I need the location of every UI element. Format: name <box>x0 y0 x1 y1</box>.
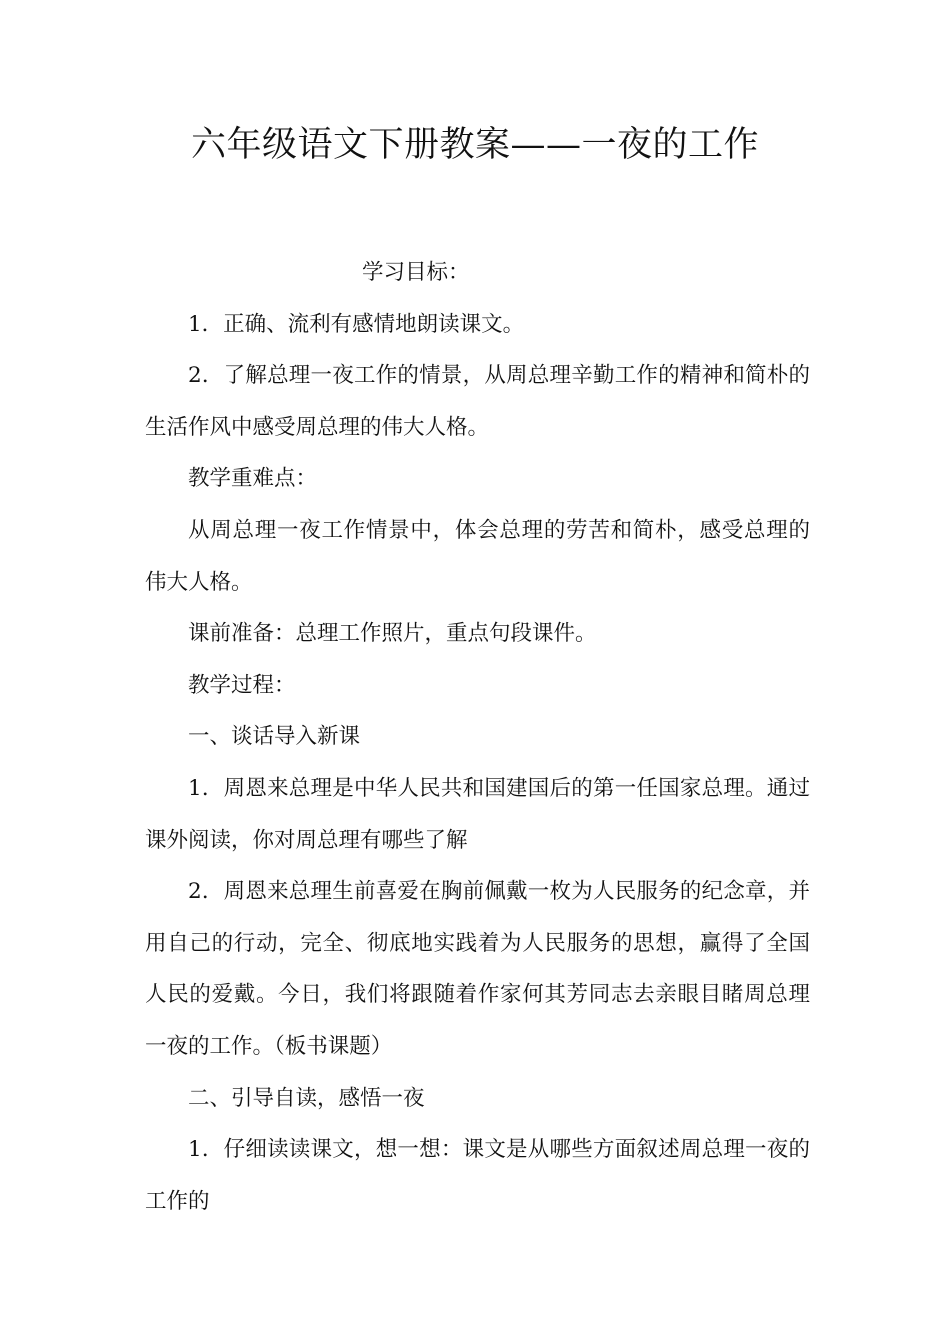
section-2-item-1: 1．仔细读读课文，想一想：课文是从哪些方面叙述周总理一夜的工作的 <box>145 1137 810 1214</box>
document-body <box>145 247 810 1227</box>
preparation-text: 课前准备：总理工作照片，重点句段课件。 <box>188 621 597 647</box>
learning-objectives-heading: 学习目标： <box>362 260 470 285</box>
section-1-heading: 一、谈话导入新课 <box>188 724 361 750</box>
document-title: 六年级语文下册教案——一夜的工作 <box>190 125 759 165</box>
teaching-process-heading: 教学过程： <box>188 672 296 698</box>
section-1-item-2: 2．周恩来总理生前喜爱在胸前佩戴一枚为人民服务的纪念章，并用自己的行动，完全、彻底地实践着为人民服务的思想，赢得了全国人民的爱戴。今日，我们将跟随着作家何其芳同志去亲眼目睹周总理一夜的工作。（板书课题） <box>145 879 810 1059</box>
key-difficulties-text: 从周总理一夜工作情景中，体会总理的劳苦和简朴，感受总理的伟大人格。 <box>145 517 810 595</box>
section-1-item-1: 1．周恩来总理是中华人民共和国建国后的第一任国家总理。通过课外阅读，你对周总理有哪些了解 <box>145 775 810 853</box>
objective-item-2: 2．了解总理一夜工作的情景，从周总理辛勤工作的精神和简朴的生活作风中感受周总理的伟大人格。 <box>145 363 810 440</box>
key-difficulties-heading: 教学重难点： <box>188 466 318 492</box>
section-2-heading: 二、引导自读，感悟一夜 <box>188 1085 425 1111</box>
objective-item-1: 1．正确、流利有感情地朗读课文。 <box>188 311 525 337</box>
